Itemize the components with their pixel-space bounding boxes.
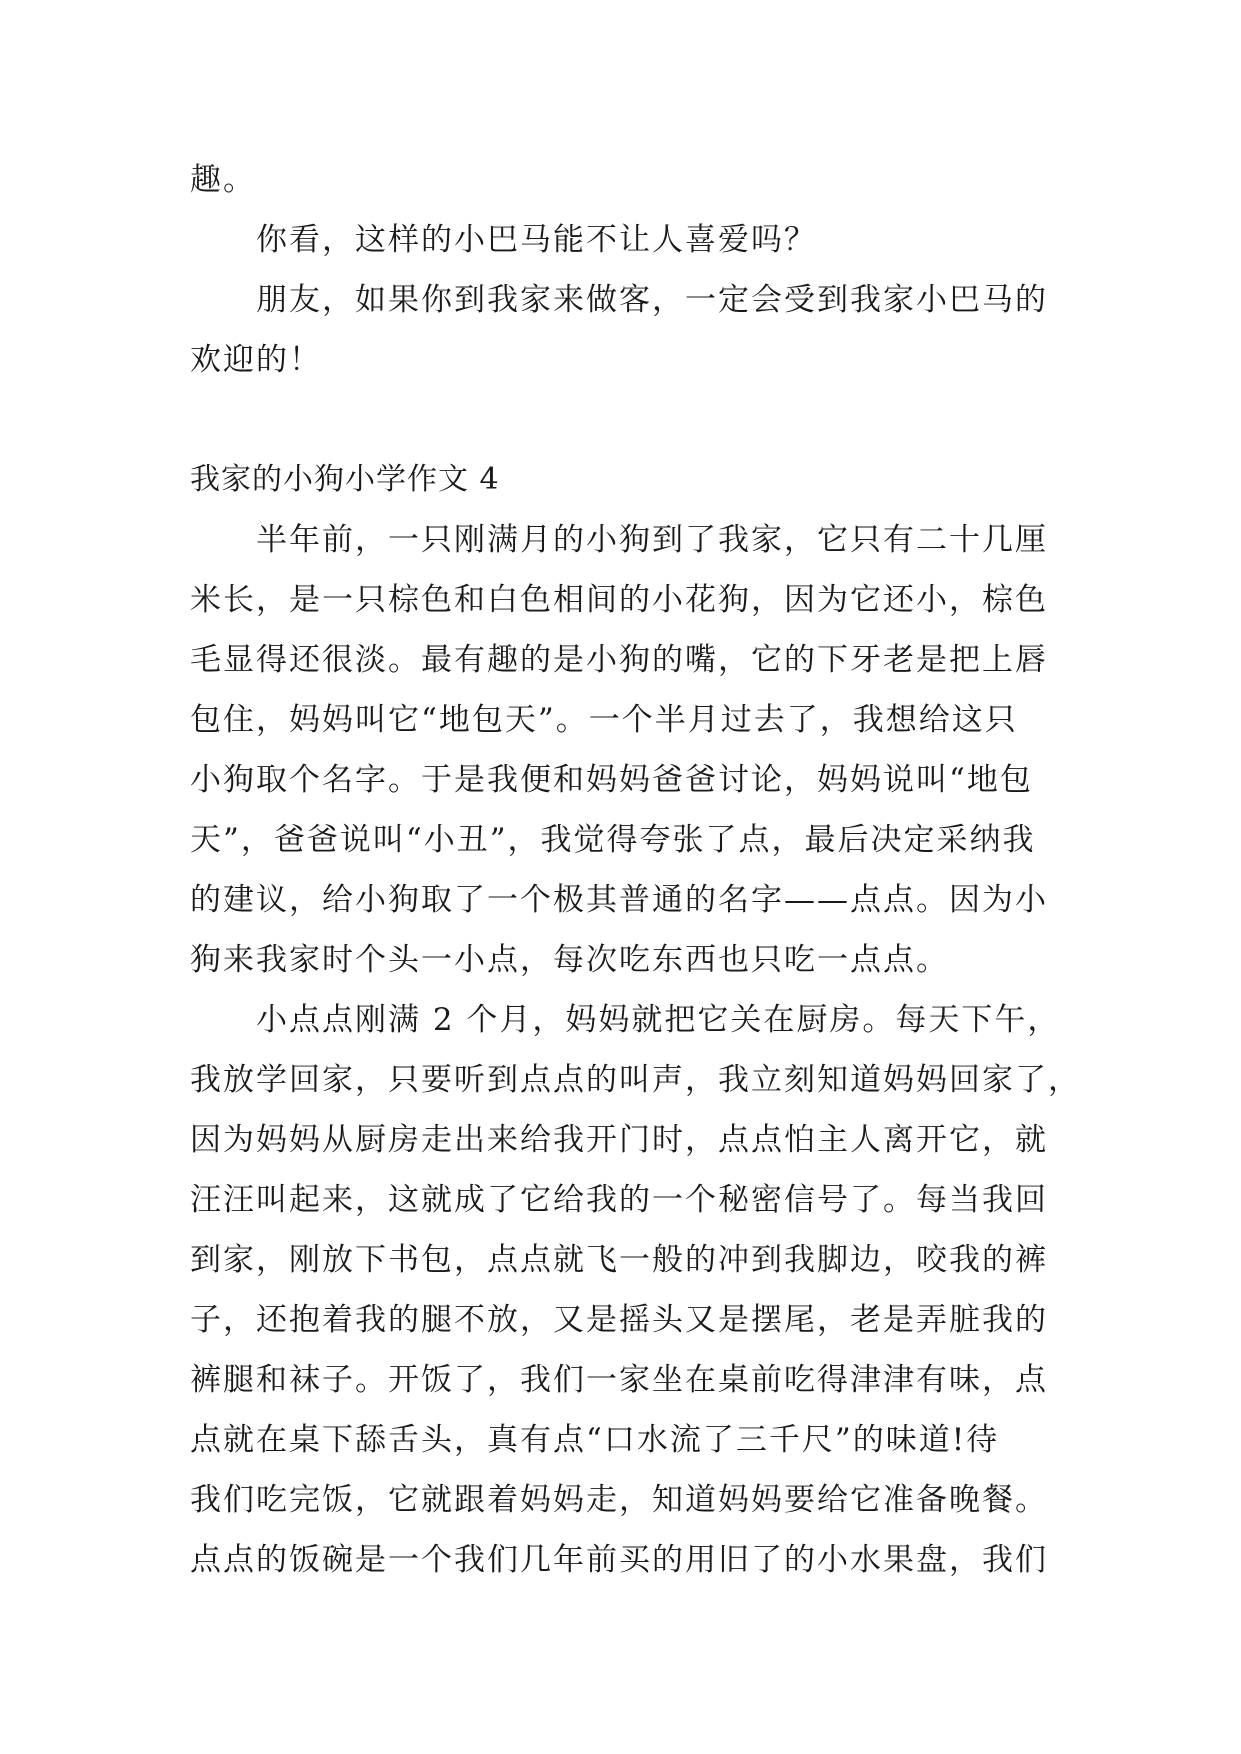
paragraph-line: 到家，刚放下书包，点点就飞一般的冲到我脚边，咬我的裤 bbox=[190, 1242, 1048, 1278]
paragraph-line: 因为妈妈从厨房走出来给我开门时，点点怕主人离开它，就 bbox=[190, 1122, 1048, 1158]
paragraph-line: 我放学回家，只要听到点点的叫声，我立刻知道妈妈回家了， bbox=[190, 1062, 1081, 1098]
paragraph-line: 朋友，如果你到我家来做客，一定会受到我家小巴马的 bbox=[256, 282, 1048, 318]
paragraph-line: 天”，爸爸说叫“小丑”，我觉得夸张了点，最后决定采纳我 bbox=[190, 822, 1036, 858]
paragraph-line: 小狗取个名字。于是我便和妈妈爸爸讨论，妈妈说叫“地包 bbox=[190, 762, 1033, 798]
paragraph-line: 趣。 bbox=[190, 162, 256, 198]
section-gap bbox=[190, 390, 1050, 450]
paragraph-line: 的建议，给小狗取了一个极其普通的名字——点点。因为小 bbox=[190, 882, 1048, 918]
paragraph-line: 点点的饭碗是一个我们几年前买的用旧了的小水果盘，我们 bbox=[190, 1542, 1048, 1578]
paragraph-line: 狗来我家时个头一小点，每次吃东西也只吃一点点。 bbox=[190, 942, 949, 978]
paragraph-line: 小点点刚满 2 个月，妈妈就把它关在厨房。每天下午， bbox=[256, 1002, 1061, 1038]
paragraph-line: 半年前，一只刚满月的小狗到了我家，它只有二十几厘 bbox=[256, 522, 1048, 558]
paragraph-line: 汪汪叫起来，这就成了它给我的一个秘密信号了。每当我回 bbox=[190, 1182, 1048, 1218]
text-column bbox=[190, 150, 1081, 1590]
paragraph-line: 你看，这样的小巴马能不让人喜爱吗？ bbox=[256, 222, 817, 258]
paragraph-line: 包住，妈妈叫它“地包天”。一个半月过去了，我想给这只 bbox=[190, 702, 1018, 738]
paragraph-line: 子，还抱着我的腿不放，又是摇头又是摆尾，老是弄脏我的 bbox=[190, 1302, 1048, 1338]
paragraph-line: 点就在桌下舔舌头，真有点“口水流了三千尺”的味道!待 bbox=[190, 1422, 1000, 1458]
paragraph-line: 毛显得还很淡。最有趣的是小狗的嘴，它的下牙老是把上唇 bbox=[190, 642, 1048, 678]
section-title: 我家的小狗小学作文 4 bbox=[190, 462, 500, 497]
paragraph-line: 裤腿和袜子。开饭了，我们一家坐在桌前吃得津津有味，点 bbox=[190, 1362, 1048, 1398]
paragraph-line: 我们吃完饭，它就跟着妈妈走，知道妈妈要给它准备晚餐。 bbox=[190, 1482, 1048, 1518]
paragraph-line: 米长，是一只棕色和白色相间的小花狗，因为它还小，棕色 bbox=[190, 582, 1048, 618]
paragraph-line: 欢迎的！ bbox=[190, 342, 322, 378]
